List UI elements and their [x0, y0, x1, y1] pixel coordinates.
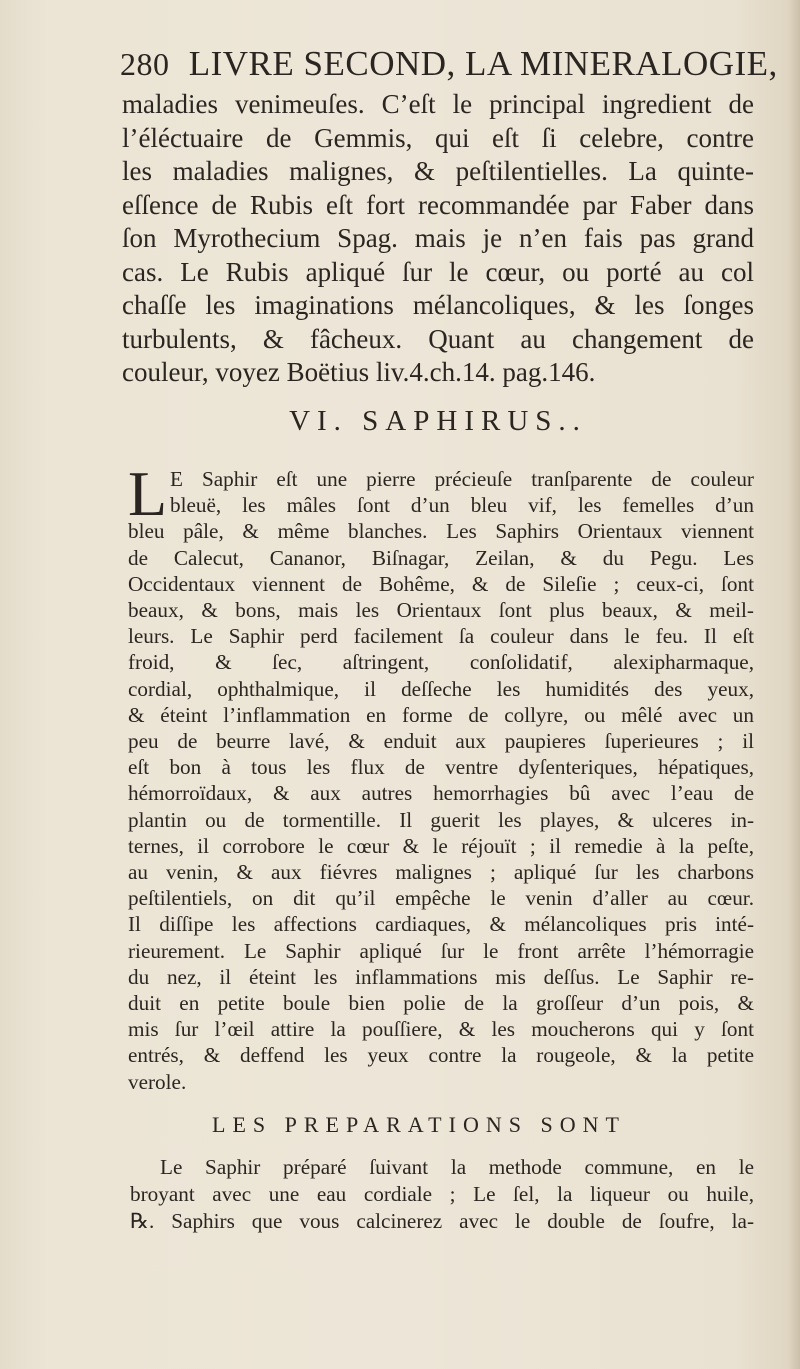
text-line: cordial, ophthalmique, il deſſeche les humidités des yeux,: [128, 676, 754, 701]
text-line: plantin ou de tormentille. Il guerit les playes, & ulceres in-: [128, 807, 754, 832]
text-line: Il diſſipe les affections cardiaques, & mélancoliques pris inté-: [128, 912, 754, 937]
paragraph-rubis-continued: [122, 88, 754, 390]
text-line: eſt bon à tous les flux de ventre dyſenteriques, hépatiques,: [128, 755, 754, 780]
text-line: ternes, il corrobore le cœur & le réjouït ; il remedie à la peſte,: [128, 833, 754, 858]
text-line: verole.: [128, 1069, 187, 1094]
text-line: Occidentaux viennent de Bohême, & de Sileſie ; ceux-ci, ſont: [128, 571, 754, 596]
text-line: froid, & ſec, aſtringent, conſolidatif, alexipharmaque,: [128, 650, 754, 675]
text-line: au venin, & aux fiévres malignes ; apliqué ſur les charbons: [128, 860, 754, 885]
text-line: peu de beurre lavé, & enduit aux paupieres ſuperieures ; il: [128, 729, 754, 754]
text-line: peſtilentiels, on dit qu’il empêche le venin d’aller au cœur.: [128, 886, 754, 911]
text-line: couleur, voyez Boëtius liv.4.ch.14. pag.146.: [122, 357, 596, 387]
dropcap-block: [128, 458, 754, 529]
text-line: bleuë, les mâles ſont d’un bleu vif, les femelles d’un: [170, 493, 754, 518]
text-line: hémorroïdaux, & aux autres hemorrhagies bû avec l’eau de: [128, 781, 754, 806]
text-line: rieurement. Le Saphir apliqué ſur le front arrête l’hémorragie: [128, 938, 754, 963]
paragraph-preparations: [130, 1154, 754, 1235]
page-number: 280: [120, 46, 170, 82]
text-line: l’éléctuaire de Gemmis, qui eſt ſi celebre, contre: [122, 122, 754, 153]
text-line: les maladies malignes, & peſtilentielles. La quinte-: [122, 156, 754, 186]
text-line: entrés, & deffend les yeux contre la rougeole, & la petite: [128, 1043, 754, 1068]
text-line: bleu pâle, & même blanches. Les Saphirs Orientaux viennent: [128, 519, 754, 544]
text-line: cas. Le Rubis apliqué ſur le cœur, ou porté au col: [122, 256, 754, 287]
text-line: & éteint l’inflammation en forme de collyre, ou mêlé avec un: [128, 702, 754, 727]
section-heading-saphirus: VI. SAPHIRUS..: [289, 405, 587, 437]
text-line: leurs. Le Saphir perd facilement ſa couleur dans le feu. Il eſt: [128, 624, 754, 649]
text-line: turbulents, & fâcheux. Quant au changement de: [122, 323, 754, 354]
text-line: de Calecut, Cananor, Biſnagar, Zeilan, & du Pegu. Les: [128, 545, 754, 570]
text-line: chaſſe les imaginations mélancoliques, & les ſonges: [122, 290, 754, 320]
text-line: ſon Myrothecium Spag. mais je n’en fais pas grand: [122, 223, 754, 253]
text-line: broyant avec une eau cordiale ; Le ſel, la liqueur ou huile,: [130, 1182, 754, 1206]
running-title: LIVRE SECOND, LA MINERALOGIE,: [188, 44, 778, 83]
text-line: Le Saphir préparé ſuivant la methode commune, en le: [160, 1155, 754, 1179]
text-line: duit en petite boule bien polie de la groſſeur d’un pois, &: [128, 991, 754, 1016]
text-line: du nez, il éteint les inflammations mis deſſus. Le Saphir re-: [128, 964, 754, 989]
text-line: ℞. Saphirs que vous calcinerez avec le double de ſoufre, la-: [130, 1209, 754, 1233]
text-line: E Saphir eſt une pierre précieuſe tranſparente de couleur: [170, 467, 754, 491]
running-header: [120, 44, 778, 84]
text-line: maladies venimeuſes. C’eſt le principal ingredient de: [122, 89, 754, 119]
drop-cap: L: [128, 458, 168, 529]
text-line: eſſence de Rubis eſt fort recommandée par Faber dans: [122, 189, 754, 220]
preparations-heading: LES PREPARATIONS SONT: [212, 1112, 626, 1137]
text-line: mis ſur l’œil attire la pouſſiere, & les moucherons qui y ſont: [128, 1017, 754, 1042]
text-line: beaux, & bons, mais les Orientaux ſont plus beaux, & meil-: [128, 598, 754, 623]
page-edge-shadow: [788, 0, 800, 1369]
paragraph-saphir: [128, 458, 754, 1095]
